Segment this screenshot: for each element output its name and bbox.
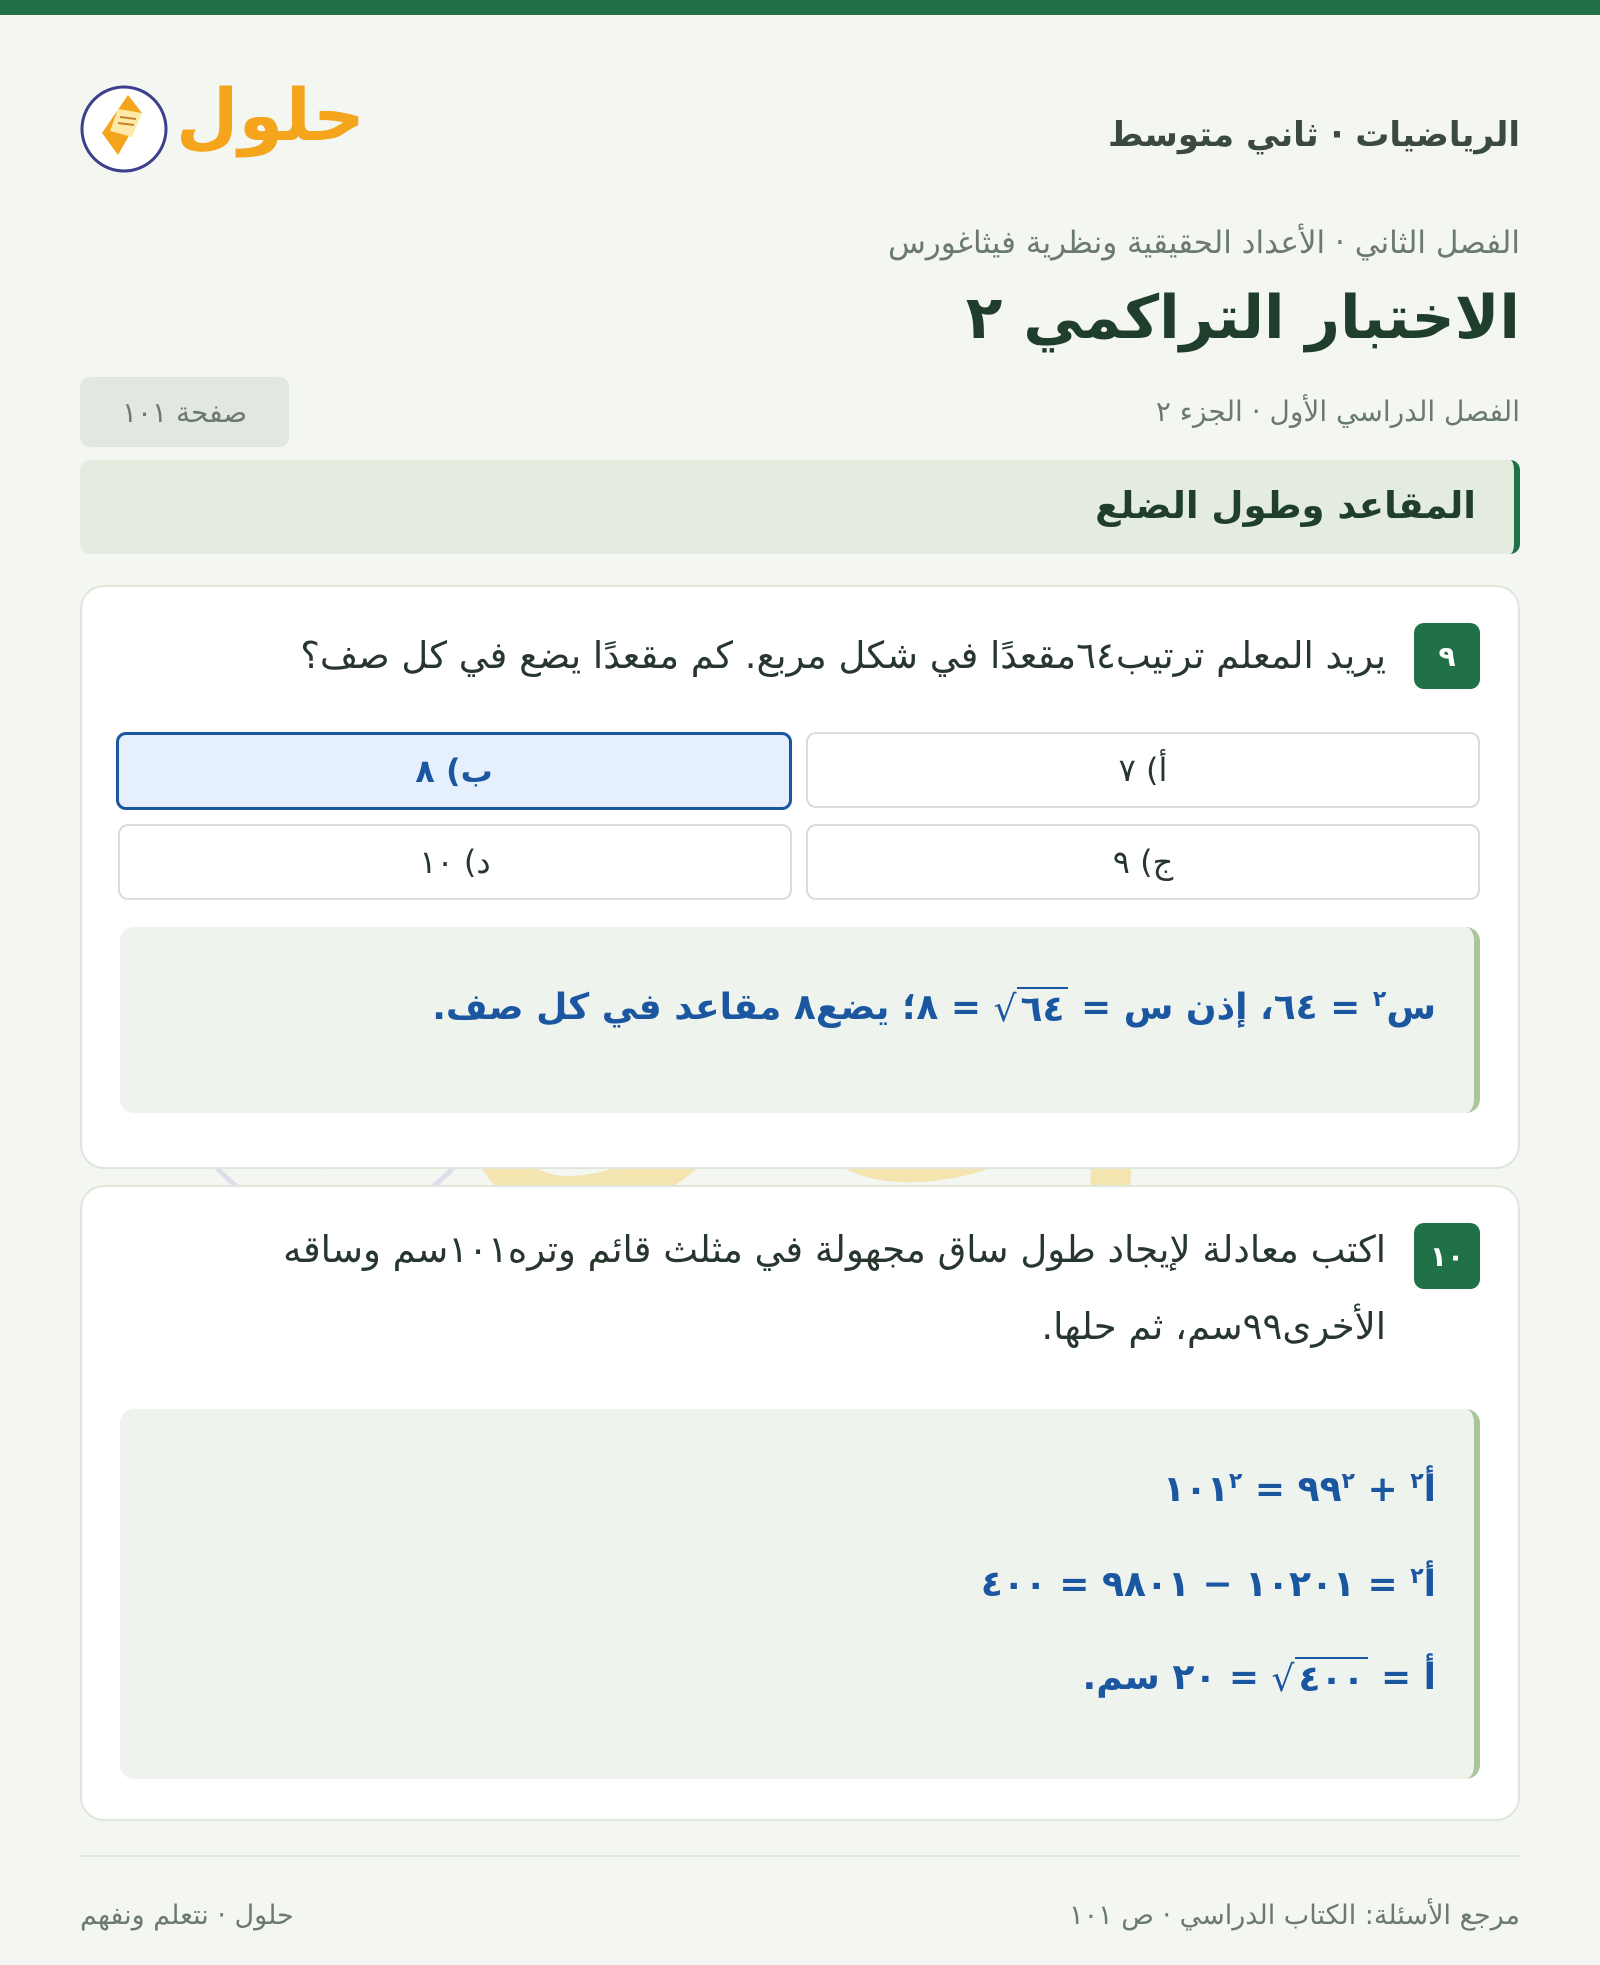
question-card-9 — [80, 585, 1520, 1169]
solution-line — [432, 987, 1436, 1030]
radicand: ٦٤ — [1017, 987, 1069, 1030]
section-title: المقاعد وطول الضلع — [1095, 484, 1476, 527]
var-a: أ — [1423, 1469, 1436, 1510]
option-c[interactable]: ج) ٩ — [806, 824, 1480, 900]
solution-term: + ٩٩ — [1297, 1469, 1411, 1510]
exponent: ٢ — [1410, 1564, 1424, 1589]
option-b-selected[interactable]: ب) ٨ — [116, 732, 792, 810]
solution-term: = ١٠١ — [1163, 1469, 1298, 1510]
exponent: ٢ — [1228, 1469, 1243, 1494]
solution-line-3 — [1083, 1657, 1436, 1700]
solution-term: أ = — [1368, 1657, 1436, 1698]
exponent: ٢ — [1341, 1469, 1355, 1494]
question-text-line-2: الأخرى٩٩سم، ثم حلها. — [1041, 1305, 1386, 1348]
page-header — [80, 65, 1520, 185]
question-text: يريد المعلم ترتيب٦٤مقعدًا في شكل مربع. كم مقعدًا يضع في كل صف؟ — [300, 634, 1386, 677]
option-d[interactable]: د) ١٠ — [118, 824, 792, 900]
top-accent-bar — [0, 0, 1600, 15]
solution-var: س — [1386, 987, 1436, 1028]
square-root-sign: √ ٤٠٠ — [1272, 1659, 1369, 1700]
exponent: ٢ — [1410, 1469, 1424, 1494]
page-title: الاختبار التراكمي ٢ — [965, 283, 1520, 353]
radicand: ٤٠٠ — [1295, 1657, 1369, 1700]
solution-term: = ٢٠ سم. — [1082, 1657, 1272, 1698]
var-a: أ — [1423, 1564, 1436, 1605]
brand-logo[interactable] — [80, 65, 365, 185]
footer-reference: مرجع الأسئلة: الكتاب الدراسي · ص ١٠١ — [1069, 1900, 1520, 1931]
solution-text-2: = ٨؛ يضع٨ مقاعد في كل صف. — [432, 987, 994, 1028]
option-a[interactable]: أ) ٧ — [806, 732, 1480, 808]
footer-brand: حلول · نتعلم ونفهم — [80, 1900, 294, 1931]
exponent: ٢ — [1372, 987, 1387, 1012]
question-text-line-1: اكتب معادلة لإيجاد طول ساق مجهولة في مثلث قائم وتره١٠١سم وساقه — [283, 1228, 1386, 1271]
solution-box — [120, 927, 1480, 1113]
chapter-label: الفصل الثاني · الأعداد الحقيقية ونظرية فيثاغورس — [887, 225, 1520, 261]
question-card-10 — [80, 1185, 1520, 1821]
subject-title: الرياضيات · ثاني متوسط — [1108, 115, 1520, 155]
question-number-badge: ١٠ — [1414, 1223, 1480, 1289]
solution-term: = ١٠٢٠١ − ٩٨٠١ = ٤٠٠ — [980, 1564, 1411, 1605]
footer-divider — [80, 1855, 1520, 1857]
solution-line-2 — [981, 1564, 1436, 1605]
solution-line-1 — [1163, 1469, 1436, 1510]
solution-text-1: = ٦٤، إذن س = — [1068, 987, 1373, 1028]
semester-label: الفصل الدراسي الأول · الجزء ٢ — [1155, 395, 1520, 428]
page-number-badge: صفحة ١٠١ — [80, 377, 289, 447]
question-text — [112, 1211, 1386, 1365]
section-header — [80, 460, 1520, 554]
square-root-sign: √ ٦٤ — [994, 989, 1069, 1030]
solution-box — [120, 1409, 1480, 1779]
question-number-badge: ٩ — [1414, 623, 1480, 689]
logo-wordmark: حلول — [176, 73, 365, 157]
